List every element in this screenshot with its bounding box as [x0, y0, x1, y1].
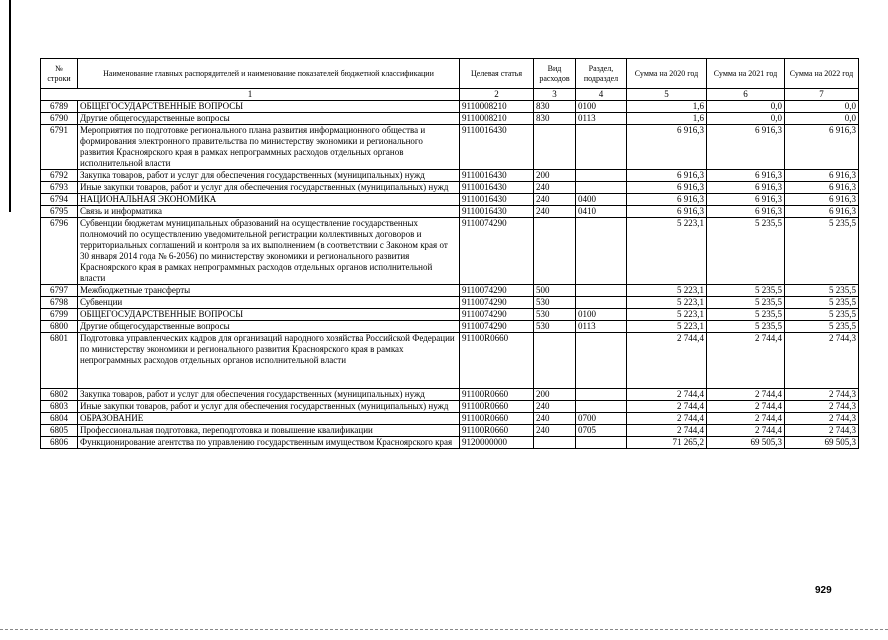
row-sum-2020: 71 265,2 [627, 437, 707, 449]
row-name: Другие общегосударственные вопросы [78, 321, 460, 333]
row-sum-2020: 1,6 [627, 113, 707, 125]
row-sum-2021: 6 916,3 [707, 182, 785, 194]
row-section: 0700 [576, 413, 627, 425]
row-section [576, 437, 627, 449]
row-sum-2022: 2 744,3 [785, 389, 859, 401]
table-row [41, 333, 859, 389]
row-number: 6797 [41, 285, 78, 297]
table-row [41, 113, 859, 125]
row-name: Иные закупки товаров, работ и услуг для обеспечения государственных (муниципальных) нужд [78, 401, 460, 413]
row-target-article: 9110016430 [460, 170, 534, 182]
row-target-article: 91100R0660 [460, 333, 534, 389]
row-expense-type: 240 [534, 194, 576, 206]
column-index: 3 [534, 89, 576, 101]
row-name: Субвенции [78, 297, 460, 309]
row-name: Подготовка управленческих кадров для организаций народного хозяйства Российской Федерации по министерству экономики и регионального развития Красноярского края в рамках непрограммных расходов отдельных органов исполнительной власти [78, 333, 460, 389]
table-row [41, 437, 859, 449]
row-section: 0113 [576, 113, 627, 125]
row-sum-2021: 2 744,4 [707, 389, 785, 401]
row-sum-2020: 2 744,4 [627, 413, 707, 425]
row-name: Межбюджетные трансферты [78, 285, 460, 297]
row-sum-2021: 5 235,5 [707, 218, 785, 285]
row-section: 0410 [576, 206, 627, 218]
header-row-number: № строки [41, 59, 78, 89]
row-sum-2021: 2 744,4 [707, 333, 785, 389]
row-expense-type: 240 [534, 182, 576, 194]
column-index: 7 [785, 89, 859, 101]
row-sum-2020: 2 744,4 [627, 389, 707, 401]
row-number: 6805 [41, 425, 78, 437]
row-expense-type: 240 [534, 425, 576, 437]
row-number: 6796 [41, 218, 78, 285]
row-number: 6791 [41, 125, 78, 170]
row-sum-2021: 6 916,3 [707, 170, 785, 182]
row-sum-2021: 0,0 [707, 113, 785, 125]
row-section [576, 401, 627, 413]
row-sum-2020: 5 223,1 [627, 309, 707, 321]
row-sum-2021: 2 744,4 [707, 401, 785, 413]
row-section: 0705 [576, 425, 627, 437]
row-target-article: 9110074290 [460, 218, 534, 285]
row-sum-2021: 2 744,4 [707, 425, 785, 437]
row-expense-type: 200 [534, 389, 576, 401]
row-sum-2021: 2 744,4 [707, 413, 785, 425]
row-sum-2022: 2 744,3 [785, 413, 859, 425]
row-number: 6799 [41, 309, 78, 321]
row-name: ОБРАЗОВАНИЕ [78, 413, 460, 425]
row-target-article: 91100R0660 [460, 425, 534, 437]
column-index: 6 [707, 89, 785, 101]
row-sum-2021: 69 505,3 [707, 437, 785, 449]
row-sum-2022: 6 916,3 [785, 194, 859, 206]
row-sum-2022: 5 235,5 [785, 321, 859, 333]
row-target-article: 9110074290 [460, 297, 534, 309]
row-sum-2020: 2 744,4 [627, 401, 707, 413]
column-index: 2 [460, 89, 534, 101]
row-sum-2022: 2 744,3 [785, 333, 859, 389]
table-header-row [41, 59, 859, 89]
row-sum-2021: 6 916,3 [707, 194, 785, 206]
row-section: 0100 [576, 309, 627, 321]
row-number: 6803 [41, 401, 78, 413]
row-section [576, 297, 627, 309]
row-sum-2020: 2 744,4 [627, 425, 707, 437]
row-target-article: 9120000000 [460, 437, 534, 449]
row-name: Закупка товаров, работ и услуг для обеспечения государственных (муниципальных) нужд [78, 389, 460, 401]
page-number: 929 [815, 585, 832, 596]
row-name: Функционирование агентства по управлению государственным имуществом Красноярского края [78, 437, 460, 449]
row-sum-2022: 6 916,3 [785, 125, 859, 170]
row-sum-2020: 6 916,3 [627, 182, 707, 194]
row-sum-2021: 5 235,5 [707, 285, 785, 297]
header-sum-2022: Сумма на 2022 год [785, 59, 859, 89]
row-number: 6789 [41, 101, 78, 113]
table-row [41, 297, 859, 309]
column-index: 4 [576, 89, 627, 101]
header-target-article: Целевая статья [460, 59, 534, 89]
row-target-article: 91100R0660 [460, 401, 534, 413]
row-sum-2021: 5 235,5 [707, 297, 785, 309]
header-sum-2020: Сумма на 2020 год [627, 59, 707, 89]
row-sum-2021: 5 235,5 [707, 309, 785, 321]
row-expense-type: 830 [534, 113, 576, 125]
row-number: 6806 [41, 437, 78, 449]
row-sum-2020: 5 223,1 [627, 218, 707, 285]
header-name: Наименование главных распорядителей и наименование показателей бюджетной классификации [78, 59, 460, 89]
row-sum-2022: 5 235,5 [785, 218, 859, 285]
row-name: Профессиональная подготовка, переподготовка и повышение квалификации [78, 425, 460, 437]
row-section [576, 218, 627, 285]
row-expense-type: 530 [534, 309, 576, 321]
row-sum-2020: 2 744,4 [627, 333, 707, 389]
row-target-article: 9110016430 [460, 206, 534, 218]
column-index: 1 [41, 89, 460, 101]
row-number: 6793 [41, 182, 78, 194]
row-expense-type: 530 [534, 321, 576, 333]
row-number: 6802 [41, 389, 78, 401]
row-name: НАЦИОНАЛЬНАЯ ЭКОНОМИКА [78, 194, 460, 206]
table-row [41, 309, 859, 321]
header-sum-2021: Сумма на 2021 год [707, 59, 785, 89]
row-sum-2020: 5 223,1 [627, 321, 707, 333]
row-sum-2020: 5 223,1 [627, 297, 707, 309]
row-target-article: 91100R0660 [460, 389, 534, 401]
row-sum-2020: 6 916,3 [627, 125, 707, 170]
row-name: Иные закупки товаров, работ и услуг для обеспечения государственных (муниципальных) нужд [78, 182, 460, 194]
table-row [41, 182, 859, 194]
header-section: Раздел, подраздел [576, 59, 627, 89]
row-expense-type: 830 [534, 101, 576, 113]
row-expense-type: 530 [534, 297, 576, 309]
page-bottom-edge [0, 629, 888, 630]
row-target-article: 9110074290 [460, 309, 534, 321]
row-section [576, 333, 627, 389]
row-expense-type [534, 333, 576, 389]
row-expense-type: 500 [534, 285, 576, 297]
row-name: Субвенции бюджетам муниципальных образований на осуществление государственных полномочий по осуществлению уведомительной регистрации коллективных договоров и территориальных соглашений и контроля за их выполнением (в соответствии с Законом края от 30 января 2014 года № 6-2056) по министерству экономики и регионального развития Красноярского края в рамках непрограммных расходов отдельных органов исполнительной власти [78, 218, 460, 285]
row-name: ОБЩЕГОСУДАРСТВЕННЫЕ ВОПРОСЫ [78, 101, 460, 113]
row-sum-2022: 0,0 [785, 113, 859, 125]
header-expense-type: Вид расходов [534, 59, 576, 89]
row-target-article: 91100R0660 [460, 413, 534, 425]
row-target-article: 9110008210 [460, 101, 534, 113]
binder-line [9, 0, 11, 212]
row-name: Связь и информатика [78, 206, 460, 218]
row-sum-2022: 2 744,3 [785, 401, 859, 413]
table-row [41, 206, 859, 218]
row-sum-2022: 5 235,5 [785, 285, 859, 297]
row-sum-2022: 5 235,5 [785, 297, 859, 309]
row-name: ОБЩЕГОСУДАРСТВЕННЫЕ ВОПРОСЫ [78, 309, 460, 321]
row-sum-2020: 1,6 [627, 101, 707, 113]
row-section [576, 125, 627, 170]
row-number: 6795 [41, 206, 78, 218]
table-row [41, 389, 859, 401]
row-expense-type [534, 218, 576, 285]
row-target-article: 9110074290 [460, 321, 534, 333]
row-sum-2021: 6 916,3 [707, 206, 785, 218]
row-number: 6801 [41, 333, 78, 389]
row-target-article: 9110016430 [460, 194, 534, 206]
row-section [576, 170, 627, 182]
row-sum-2020: 5 223,1 [627, 285, 707, 297]
row-sum-2021: 0,0 [707, 101, 785, 113]
row-section [576, 389, 627, 401]
row-name: Мероприятия по подготовке регионального плана развития информационного общества и формирования электронного правительства по министерству экономики и регионального развития Красноярского края в рамках непрограммных расходов отдельных органов исполнительной власти [78, 125, 460, 170]
row-sum-2022: 6 916,3 [785, 182, 859, 194]
row-expense-type: 240 [534, 206, 576, 218]
row-expense-type [534, 437, 576, 449]
column-index: 5 [627, 89, 707, 101]
table-row [41, 413, 859, 425]
row-sum-2022: 6 916,3 [785, 170, 859, 182]
row-number: 6804 [41, 413, 78, 425]
row-target-article: 9110016430 [460, 182, 534, 194]
row-section [576, 182, 627, 194]
row-sum-2021: 5 235,5 [707, 321, 785, 333]
table-row [41, 218, 859, 285]
row-section: 0100 [576, 101, 627, 113]
table-row [41, 285, 859, 297]
row-number: 6790 [41, 113, 78, 125]
table-row [41, 194, 859, 206]
table-row [41, 321, 859, 333]
row-name: Другие общегосударственные вопросы [78, 113, 460, 125]
row-sum-2022: 6 916,3 [785, 206, 859, 218]
row-expense-type: 240 [534, 401, 576, 413]
row-section: 0113 [576, 321, 627, 333]
row-sum-2022: 69 505,3 [785, 437, 859, 449]
row-sum-2022: 2 744,3 [785, 425, 859, 437]
row-number: 6800 [41, 321, 78, 333]
table-row [41, 125, 859, 170]
row-target-article: 9110074290 [460, 285, 534, 297]
row-expense-type: 240 [534, 413, 576, 425]
table-row [41, 401, 859, 413]
table-row [41, 170, 859, 182]
row-section: 0400 [576, 194, 627, 206]
row-expense-type [534, 125, 576, 170]
row-sum-2020: 6 916,3 [627, 206, 707, 218]
row-sum-2022: 5 235,5 [785, 309, 859, 321]
row-expense-type: 200 [534, 170, 576, 182]
row-sum-2021: 6 916,3 [707, 125, 785, 170]
row-section [576, 285, 627, 297]
row-sum-2020: 6 916,3 [627, 170, 707, 182]
table-row [41, 101, 859, 113]
row-number: 6794 [41, 194, 78, 206]
row-sum-2020: 6 916,3 [627, 194, 707, 206]
row-number: 6798 [41, 297, 78, 309]
row-target-article: 9110016430 [460, 125, 534, 170]
row-target-article: 9110008210 [460, 113, 534, 125]
row-sum-2022: 0,0 [785, 101, 859, 113]
row-name: Закупка товаров, работ и услуг для обеспечения государственных (муниципальных) нужд [78, 170, 460, 182]
column-index-row [41, 89, 859, 101]
budget-table [40, 58, 859, 449]
table-row [41, 425, 859, 437]
row-number: 6792 [41, 170, 78, 182]
